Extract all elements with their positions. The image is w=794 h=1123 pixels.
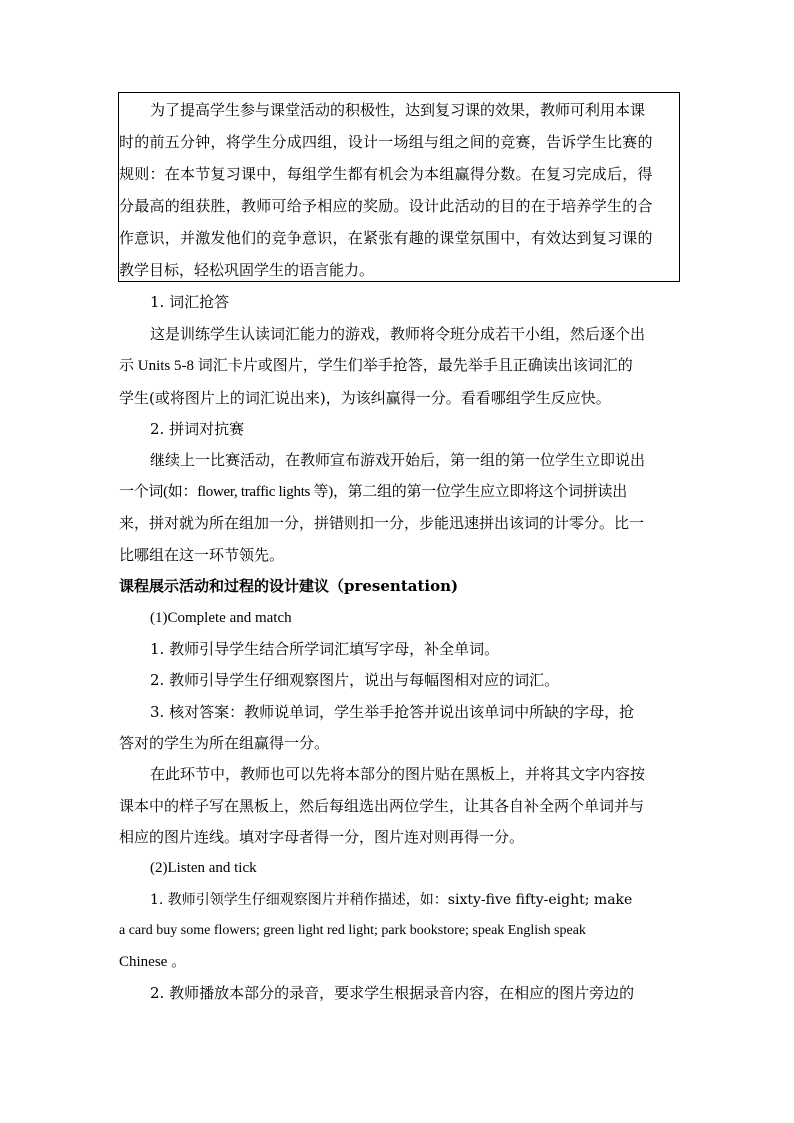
intro-line-1: 为了提高学生参与课堂活动的积极性，达到复习课的效果，教师可利用本课 [150,101,646,119]
section-1-line-3: 学生(或将图片上的词汇说出来)，为该纠赢得一分。看看哪组学生反应快。 [119,389,611,407]
part-1-item-3-line-2: 答对的学生为所在组赢得一分。 [119,734,330,752]
section-2-line-4: 比哪组在这一环节领先。 [119,546,285,564]
presentation-heading: 课程展示活动和过程的设计建议（presentation) [119,577,459,595]
section-1-title: 1. 词汇抢答 [150,293,230,311]
part-1-para-line-2: 课本中的样子写在黑板上，然后每组选出两位学生，让其各自补全两个单词并与 [119,797,645,815]
part-2-item-2: 2. 教师播放本部分的录音，要求学生根据录音内容，在相应的图片旁边的 [150,984,635,1002]
part-1-para-line-1: 在此环节中，教师也可以先将本部分的图片贴在黑板上，并将其文字内容按 [150,765,646,783]
part-2-item-1-line-3: Chinese 。 [119,954,187,970]
part-2-item-1-line-2: a card buy some flowers; green light red light; park bookstore; speak English speak [119,923,586,938]
section-2-line-1: 继续上一比赛活动，在教师宣布游戏开始后，第一组的第一位学生立即说出 [150,451,646,469]
section-2-line-3: 来，拼对就为所在组加一分，拼错则扣一分，步能迅速拼出该词的计零分。比一 [119,514,645,532]
part-1-title: (1)Complete and match [150,610,292,626]
part-1-item-2: 2. 教师引导学生仔细观察图片，说出与每幅图相对应的词汇。 [150,671,560,689]
part-1-item-1: 1. 教师引导学生结合所学词汇填写字母，补全单词。 [150,640,500,658]
section-1-line-2: 示 Units 5-8 词汇卡片或图片，学生们举手抢答，最先举手且正确读出该词汇的 [119,358,633,374]
section-1-line-1: 这是训练学生认读词汇能力的游戏，教师将令班分成若干小组，然后逐个出 [150,325,646,343]
part-1-item-3-line-1: 3. 核对答案：教师说单词，学生举手抢答并说出该单词中所缺的字母，抢 [150,703,635,721]
intro-line-3: 规则：在本节复习课中，每组学生都有机会为本组赢得分数。在复习完成后，得 [119,165,653,183]
intro-line-6: 教学目标，轻松巩固学生的语言能力。 [119,261,375,279]
intro-line-2: 时的前五分钟，将学生分成四组，设计一场组与组之间的竞赛，告诉学生比赛的 [119,133,653,151]
intro-line-5: 作意识，并激发他们的竞争意识，在紧张有趣的课堂氛围中，有效达到复习课的 [119,229,653,247]
intro-box [118,92,680,282]
intro-line-4: 分最高的组获胜，教师可给予相应的奖励。设计此活动的目的在于培养学生的合 [119,197,653,215]
section-2-title: 2. 拼词对抗赛 [150,420,245,438]
part-2-item-1-line-1: 1. 教师引领学生仔细观察图片并稍作描述，如：sixty-five fifty-eight; make [150,892,633,908]
section-2-line-2: 一个词(如：flower, traffic lights 等)，第二组的第一位学生应立即将这个词拼读出 [119,484,627,500]
part-2-title: (2)Listen and tick [150,860,257,876]
part-1-para-line-3: 相应的图片连线。填对字母者得一分，图片连对则再得一分。 [119,828,525,846]
